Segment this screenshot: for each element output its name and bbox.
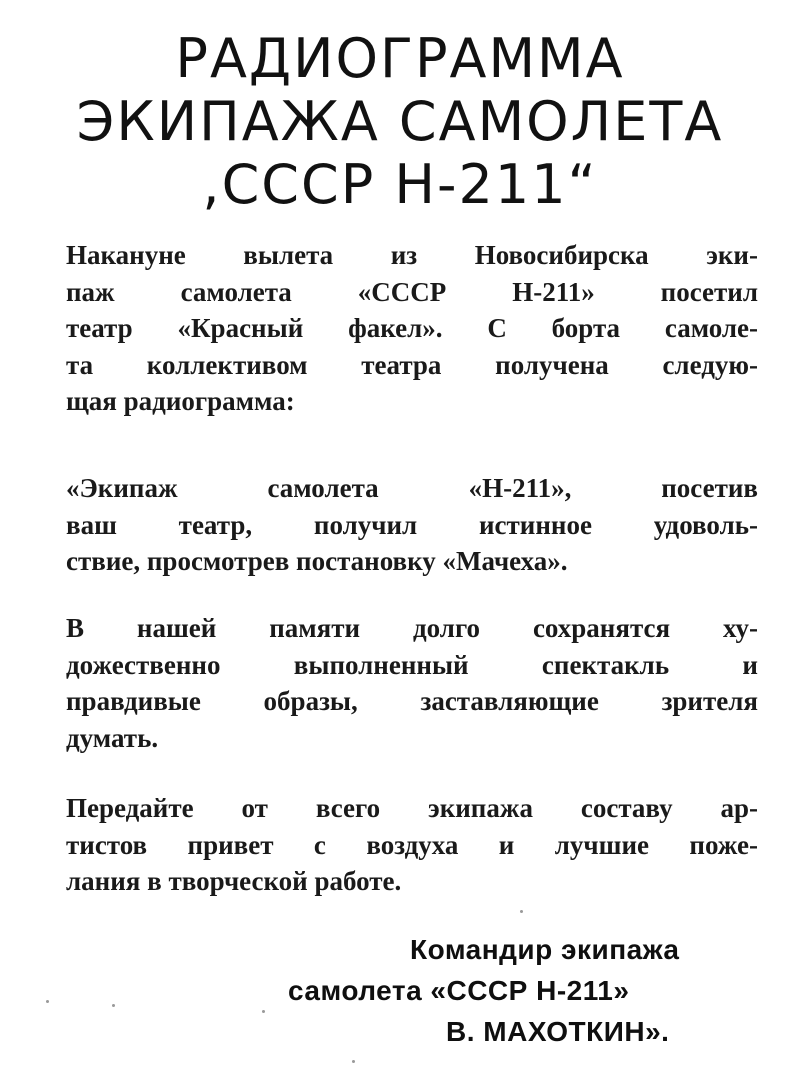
radiogram-paragraph-2	[66, 610, 758, 756]
intro-paragraph	[66, 237, 758, 420]
headline-line-2: ЭКИПАЖА САМОЛЕТА	[76, 90, 724, 153]
print-speck	[112, 1004, 115, 1007]
paragraph-line: ствие, просмотрев постановку «Мачеха».	[66, 546, 568, 576]
headline-line-3: ,СССР Н-211“	[202, 153, 598, 216]
paragraph-line: лания в творческой работе.	[66, 866, 402, 896]
paragraph-line: «Экипаж самолета «Н-211», посетив	[66, 473, 758, 503]
signature-title: Командир экипажа	[410, 934, 680, 965]
signature-name: В. МАХОТКИН».	[446, 1016, 670, 1047]
print-speck	[262, 1010, 265, 1013]
headline-line-1: РАДИОГРАММА	[175, 27, 625, 90]
radiogram-paragraph-3	[66, 790, 758, 900]
paragraph-line: правдивые образы, заставляющие зрителя	[66, 686, 758, 716]
paragraph-line: та коллективом театра получена следую-	[66, 349, 758, 380]
paragraph-line: Накануне вылета из Новосибирска эки-	[66, 240, 758, 270]
signature-aircraft: самолета «СССР Н-211»	[288, 975, 630, 1006]
paragraph-line: думать.	[66, 722, 159, 753]
paragraph-line: театр «Красный факел». С борта самоле-	[66, 313, 758, 343]
paragraph-line: щая радиограмма:	[66, 386, 295, 416]
paragraph-line: тистов привет с воздуха и лучшие поже-	[66, 829, 758, 860]
paragraph-line: В нашей памяти долго сохранятся ху-	[66, 613, 758, 643]
paragraph-line: Передайте от всего экипажа составу ар-	[66, 793, 758, 823]
paragraph-line: ваш театр, получил истинное удоволь-	[66, 509, 758, 540]
paragraph-line: паж самолета «СССР Н-211» посетил	[66, 276, 758, 307]
print-speck	[352, 1060, 355, 1063]
print-speck	[46, 1000, 49, 1003]
paragraph-line: дожественно выполненный спектакль и	[66, 649, 758, 680]
print-speck	[520, 910, 523, 913]
radiogram-paragraph-1	[66, 470, 758, 580]
